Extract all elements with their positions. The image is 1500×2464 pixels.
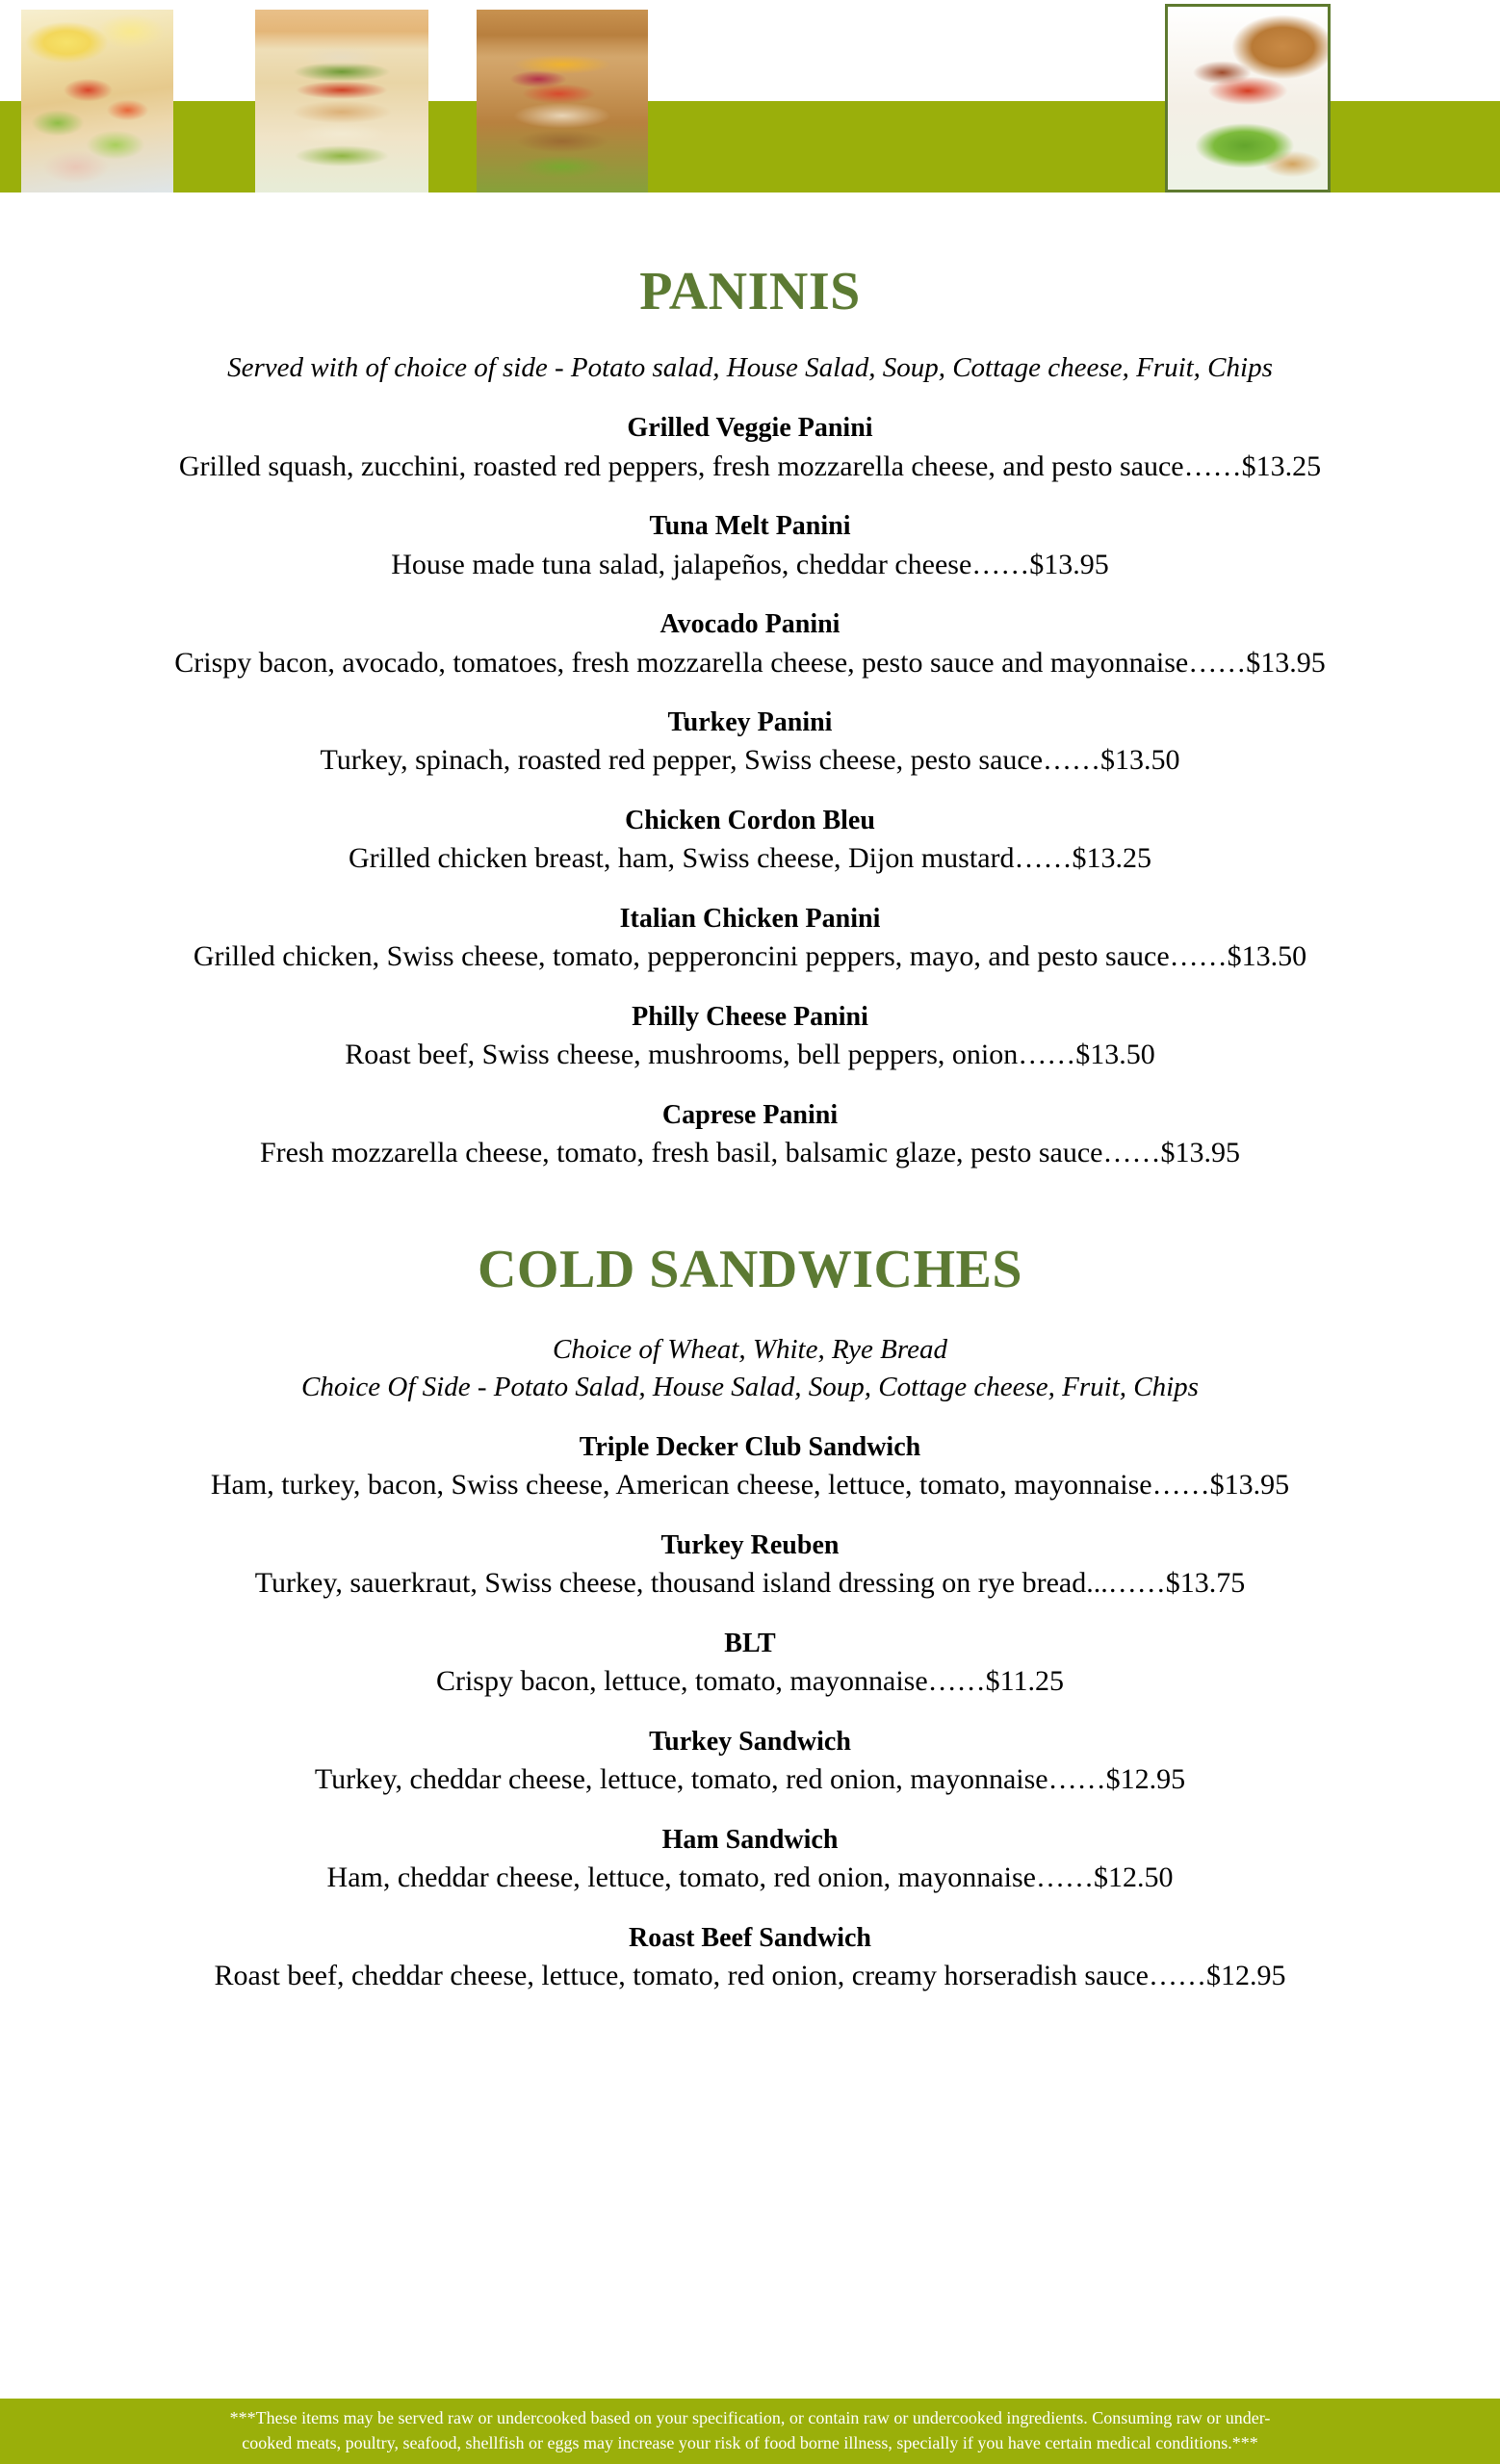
menu-item [0,1406,1500,1504]
item-name: Turkey Reuben [660,1529,840,1560]
menu-item [0,1603,1500,1701]
menu-item [0,1504,1500,1603]
blt-stack-photo [255,10,428,192]
turkey-sandwich-photo [477,10,648,192]
item-name: Tuna Melt Panini [649,510,851,541]
section-title-paninis: PANINIS [639,262,861,321]
disclaimer-line-2: cooked meats, poultry, seafood, shellfish or eggs may increase your risk of food borne illness, specially if you have certain medical conditions.*** [242,2433,1258,2452]
item-description: Grilled squash, zucchini, roasted red peppers, fresh mozzarella cheese, and pesto sauce……$13.25 [178,449,1322,482]
item-description: Grilled chicken, Swiss cheese, tomato, pepperoncini peppers, mayo, and pesto sauce……$13.50 [193,940,1307,973]
item-description: Roast beef, Swiss cheese, mushrooms, bell peppers, onion……$13.50 [345,1039,1155,1071]
item-name: Avocado Panini [659,608,841,639]
cold-sandwiches-subtitles [0,1298,1500,1406]
item-description: Ham, cheddar cheese, lettuce, tomato, red onion, mayonnaise……$12.50 [326,1861,1174,1894]
paninis-subtitles [0,321,1500,387]
item-name: Chicken Cordon Bleu [625,805,875,835]
menu-item [0,1897,1500,1995]
menu-item [0,485,1500,583]
item-description: Turkey, spinach, roasted red pepper, Swiss cheese, pesto sauce……$13.50 [320,744,1180,777]
item-description: Roast beef, cheddar cheese, lettuce, tomato, red onion, creamy horseradish sauce……$12.95 [214,1960,1286,1992]
menu-item [0,780,1500,878]
item-description: Grilled chicken breast, ham, Swiss cheese, Dijon mustard……$13.25 [349,842,1151,875]
item-name: Turkey Panini [667,706,833,737]
item-name: Ham Sandwich [661,1824,839,1855]
item-description: Ham, turkey, bacon, Swiss cheese, American cheese, lettuce, tomato, mayonnaise……$13.95 [210,1469,1290,1502]
menu-item [0,583,1500,681]
section-cold-sandwiches [0,1172,1500,1995]
cold-subtitle-2: Choice Of Side - Potato Salad, House Salad, Soup, Cottage cheese, Fruit, Chips [301,1371,1199,1402]
cold-subtitle-1: Choice of Wheat, White, Rye Bread [553,1333,947,1365]
section-paninis [0,204,1500,1172]
paninis-subtitle-1: Served with of choice of side - Potato salad, House Salad, Soup, Cottage cheese, Fruit, Chips [227,351,1273,383]
header-photo-banner [0,0,1500,192]
menu-item [0,1074,1500,1172]
item-name: Grilled Veggie Panini [627,412,873,443]
item-name: Italian Chicken Panini [619,903,881,934]
item-name: Philly Cheese Panini [632,1001,868,1032]
item-name: Roast Beef Sandwich [628,1922,871,1953]
item-name: BLT [724,1628,776,1658]
menu-item [0,1799,1500,1897]
item-description: Fresh mozzarella cheese, tomato, fresh basil, balsamic glaze, pesto sauce……$13.95 [260,1137,1240,1169]
club-sandwich-photo [21,10,173,192]
menu-content [0,192,1500,1995]
section-title-cold-sandwiches: COLD SANDWICHES [477,1239,1023,1299]
menu-item [0,976,1500,1074]
menu-item [0,387,1500,485]
disclaimer-line-1: ***These items may be served raw or undercooked based on your specification, or contain raw or undercooked ingredients. Consuming raw or under- [229,2407,1271,2427]
item-description: Turkey, cheddar cheese, lettuce, tomato, red onion, mayonnaise……$12.95 [314,1763,1186,1796]
disclaimer-footer-bar [0,2399,1500,2464]
item-description: Crispy bacon, avocado, tomatoes, fresh mozzarella cheese, pesto sauce and mayonnaise……$13.95 [174,646,1326,679]
item-name: Triple Decker Club Sandwich [579,1431,921,1462]
menu-item [0,878,1500,976]
item-name: Turkey Sandwich [649,1726,851,1757]
item-name: Caprese Panini [661,1099,839,1130]
menu-item [0,1701,1500,1799]
item-description: House made tuna salad, jalapeños, cheddar cheese……$13.95 [391,548,1109,580]
item-description: Turkey, sauerkraut, Swiss cheese, thousand island dressing on rye bread...……$13.75 [254,1567,1246,1600]
item-description: Crispy bacon, lettuce, tomato, mayonnaise……$11.25 [435,1665,1065,1698]
menu-item [0,681,1500,780]
bacon-sandwich-photo [1165,4,1331,192]
